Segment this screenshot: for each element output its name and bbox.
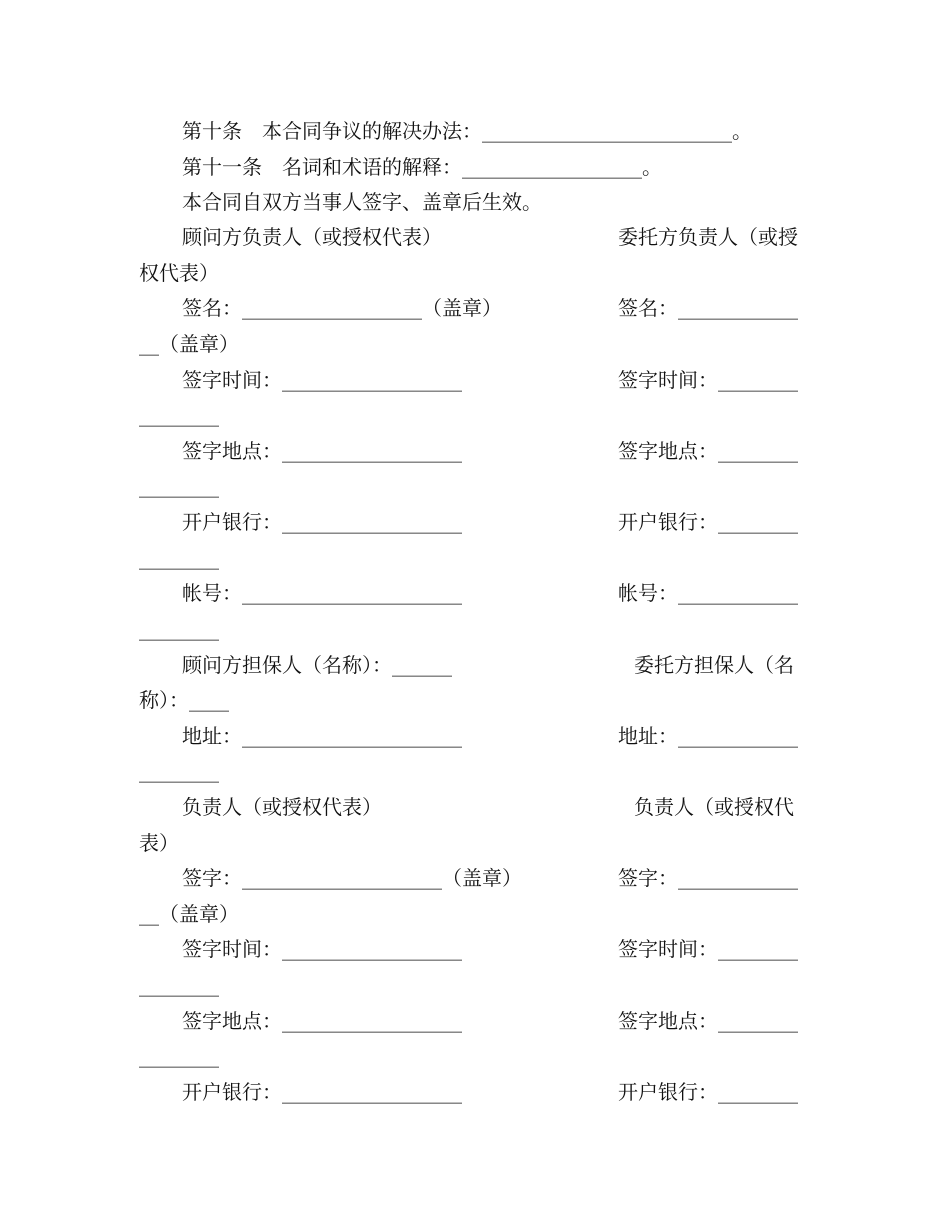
client-guarantor-sign-time-field: 签字时间：________ [618, 937, 798, 961]
client-bank-field-wrap: ________ [139, 546, 219, 570]
consultant-guarantor-bank-field: 开户银行：__________________ [182, 1080, 462, 1104]
client-account-field: 帐号：____________ [618, 581, 798, 605]
client-sign-time-field: 签字时间：________ [618, 368, 798, 392]
consultant-sign-time-field: 签字时间：__________________ [182, 368, 462, 392]
client-guarantor-field: 委托方担保人（名 [634, 653, 794, 677]
consultant-guarantor-field: 顾问方担保人（名称）：______ [182, 653, 452, 677]
client-sign-place-field-wrap: ________ [139, 474, 219, 498]
client-guarantor-field-wrap: 称）：____ [139, 688, 229, 712]
effective-statement: 本合同自双方当事人签字、盖章后生效。 [182, 190, 542, 214]
client-representative-label-wrap: 权代表） [139, 261, 219, 285]
client-guarantor-representative-label-wrap: 表） [139, 831, 179, 855]
consultant-guarantor-address-field: 地址：______________________ [182, 724, 462, 748]
client-guarantor-address-field: 地址：____________ [618, 724, 798, 748]
consultant-guarantor-sign-place-field: 签字地点：__________________ [182, 1009, 462, 1033]
client-signature-field: 签名：____________ [618, 296, 798, 320]
client-representative-label: 委托方负责人（或授 [618, 225, 798, 249]
consultant-guarantor-signature-field: 签字：____________________（盖章） [182, 866, 522, 890]
client-bank-field: 开户银行：________ [618, 510, 798, 534]
client-sign-place-field: 签字地点：________ [618, 439, 798, 463]
client-account-field-wrap: ________ [139, 617, 219, 641]
consultant-guarantor-representative-label: 负责人（或授权代表） [182, 795, 382, 819]
consultant-guarantor-sign-time-field: 签字时间：__________________ [182, 937, 462, 961]
client-guarantor-representative-label: 负责人（或授权代 [634, 795, 794, 819]
client-guarantor-address-field-wrap: ________ [139, 759, 219, 783]
client-sign-time-field-wrap: ________ [139, 403, 219, 427]
clause-10-dispute-resolution: 第十条 本合同争议的解决办法：_________________________。 [182, 119, 752, 143]
consultant-bank-field: 开户银行：__________________ [182, 510, 462, 534]
client-guarantor-sign-place-field: 签字地点：________ [618, 1009, 798, 1033]
client-guarantor-sign-place-field-wrap: ________ [139, 1044, 219, 1068]
client-signature-field-wrap: __（盖章） [139, 332, 239, 356]
consultant-representative-label: 顾问方负责人（或授权代表） [182, 225, 442, 249]
consultant-sign-place-field: 签字地点：__________________ [182, 439, 462, 463]
consultant-account-field: 帐号：______________________ [182, 581, 462, 605]
consultant-signature-field: 签名：__________________（盖章） [182, 296, 502, 320]
clause-11-terms-explanation: 第十一条 名词和术语的解释：__________________。 [182, 155, 662, 179]
client-guarantor-bank-field: 开户银行：________ [618, 1080, 798, 1104]
client-guarantor-signature-field-wrap: __（盖章） [139, 902, 239, 926]
client-guarantor-sign-time-field-wrap: ________ [139, 973, 219, 997]
client-guarantor-signature-field: 签字：____________ [618, 866, 798, 890]
